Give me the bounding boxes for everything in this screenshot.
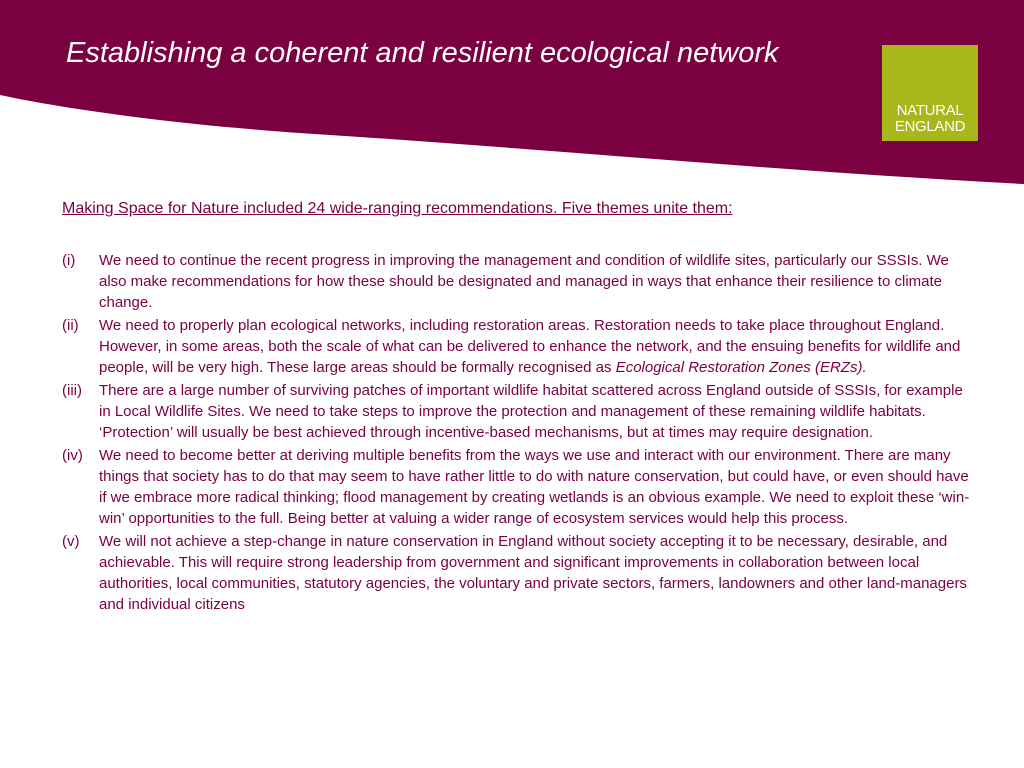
theme-text: We need to continue the recent progress in improving the management and condition of wildlife sites, particularly our SSSIs. We also make recommendations for how these should be designated and managed in ways that enhance their resilience to climate change. (99, 252, 949, 311)
theme-item-2 (62, 315, 972, 378)
erz-emphasis: Ecological Restoration Zones (ERZs). (615, 359, 867, 376)
logo-line-england: ENGLAND (894, 118, 966, 135)
themes-list (62, 250, 972, 617)
header-wave-shape (0, 0, 1024, 200)
themes-intro: Making Space for Nature included 24 wide-ranging recommendations. Five themes unite them: (62, 200, 733, 217)
theme-number: (iv) (62, 447, 83, 464)
theme-item-1 (62, 250, 972, 313)
slide-title: Establishing a coherent and resilient ecological network (66, 37, 779, 69)
logo-line-natural: NATURAL (896, 102, 964, 119)
theme-text: We will not achieve a step-change in nature conservation in England without society accepting it to be necessary, desirable, and achievable. This will require strong leadership from government and significant improvements in collaboration between local authorities, local communities, statutory agencies, the voluntary and private sectors, farmers, landowners and other land-managers and individual citizens (99, 533, 967, 613)
theme-text: We need to become better at deriving multiple benefits from the ways we use and interact with our environment. There are many things that society has to do that may seem to have rather little to do with nature conservation, but could have, or even should have if we embrace more radical thinking; flood management by creating wetlands is an obvious example. We need to exploit these ‘win-win’ opportunities to the full. Being better at valuing a wider range of ecosystem services would help this process. (99, 447, 970, 527)
theme-item-3 (62, 380, 972, 443)
natural-england-logo (882, 45, 978, 141)
theme-item-5 (62, 531, 972, 615)
theme-number: (i) (62, 252, 76, 269)
theme-number: (ii) (62, 317, 79, 334)
theme-text: There are a large number of surviving patches of important wildlife habitat scattered across England outside of SSSIs, for example in Local Wildlife Sites. We need to take steps to improve the protection and management of these remaining wildlife habitats. ‘Protection’ will usually be best achieved through incentive-based mechanisms, but at times may require designation. (99, 382, 963, 441)
theme-number: (v) (62, 533, 80, 550)
theme-text: We need to properly plan ecological networks, including restoration areas. Restoration needs to take place throughout England. However, in some areas, both the scale of what can be delivered to enhance the network, and the ensuing benefits for wildlife and people, will be very high. These large areas should be formally recognised as Ecological Restoration Zones (ERZs). (99, 317, 961, 376)
theme-number: (iii) (62, 382, 82, 399)
header-band (0, 0, 1024, 200)
theme-item-4 (62, 445, 972, 529)
